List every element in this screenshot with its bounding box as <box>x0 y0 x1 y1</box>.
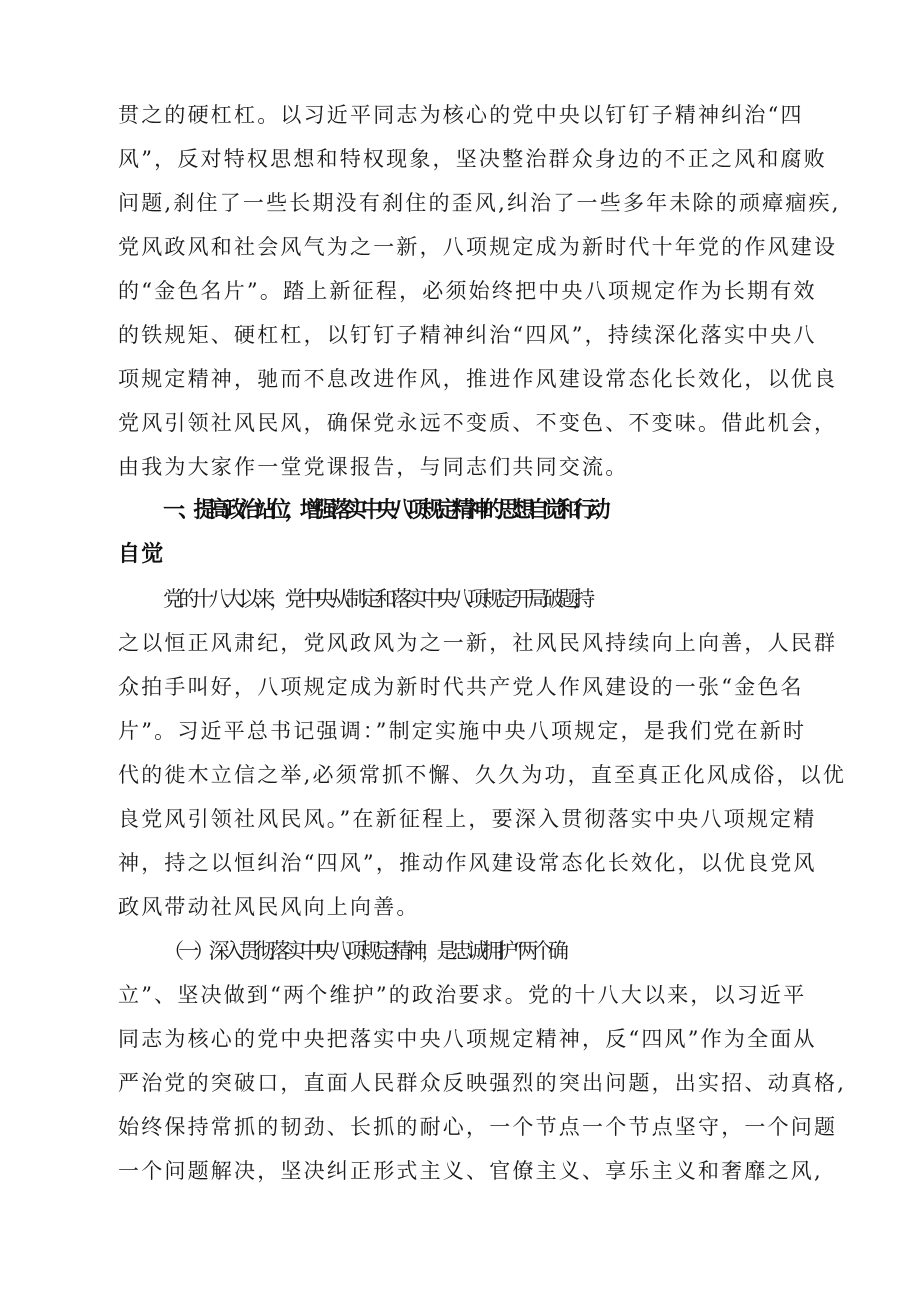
text-line: 同志为核心的党中央把落实中央八项规定精神，反“四风”作为全面从 <box>118 1027 817 1051</box>
text-line: 始终保持常抓的韧劲、长抓的耐心，一个节点一个节点坚守，一个问题 <box>118 1115 838 1139</box>
text-line: 立”、坚决做到“两个维护”的政治要求。党的十八大以来，以习近平 <box>118 983 807 1007</box>
text-line: 一个问题解决，坚决纠正形式主义、官僚主义、享乐主义和奢靡之风, <box>118 1159 823 1183</box>
text-line: 严治党的突破口，直面人民群众反映强烈的突出问题，出实招、动真格, <box>118 1071 847 1095</box>
text-line: 政风带动社风民风向上向善。 <box>118 895 420 919</box>
text-line: 的“金色名片”。踏上新征程，必须始终把中央八项规定作为长期有效 <box>118 279 817 303</box>
text-line: 项规定精神，驰而不息改进作风，推进作风建设常态化长效化，以优良 <box>118 367 838 391</box>
section-heading-continuation: 自觉 <box>118 542 165 567</box>
text-line: 的铁规矩、硬杠杠，以钉钉子精神纠治“四风”，持续深化落实中央八 <box>118 323 817 347</box>
text-line: 众拍手叫好，八项规定成为新时代共产党人作风建设的一张“金色名 <box>118 675 804 699</box>
text-line: 之以恒正风肃纪，党风政风为之一新，社风民风持续向上向善，人民群 <box>118 631 838 655</box>
text-line: 风”，反对特权思想和特权现象，坚决整治群众身边的不正之风和腐败 <box>118 147 827 171</box>
text-line: 贯之的硬杠杠。以习近平同志为核心的党中央以钉钉子精神纠治“四 <box>118 103 804 127</box>
text-line: 良党风引领社风民风。”在新征程上，要深入贯彻落实中央八项规定精 <box>118 807 817 831</box>
text-line: 党风引领社风民风，确保党永远不变质、不变色、不变味。借此机会， <box>118 411 838 435</box>
text-line: 神，持之以恒纠治“四风”，推动作风建设常态化长效化，以优良党风 <box>118 851 817 875</box>
text-line: 代的徙木立信之举,必须常抓不懈、久久为功，直至真正化风成俗，以优 <box>118 763 847 787</box>
section-heading: 一、提高政治站位，增强落实中央八项规定精神的思想自觉和行动 <box>163 498 604 523</box>
text-line: 片”。习近平总书记强调：”制定实施中央八项规定，是我们党在新时 <box>118 719 807 743</box>
text-line: 由我为大家作一堂党课报告，与同志们共同交流。 <box>118 455 629 479</box>
text-line: （一）深入贯彻落实中央八项规定精神，是忠诚拥护“两个确 <box>163 939 564 963</box>
text-line: 党的十八大以来，党中央从制定和落实中央八项规定开局破题,持 <box>163 587 590 611</box>
text-line: 党风政风和社会风气为之一新，八项规定成为新时代十年党的作风建设 <box>118 235 838 259</box>
text-line: 问题,刹住了一些长期没有刹住的歪风,纠治了一些多年未除的顽瘴痼疾, <box>118 191 841 215</box>
